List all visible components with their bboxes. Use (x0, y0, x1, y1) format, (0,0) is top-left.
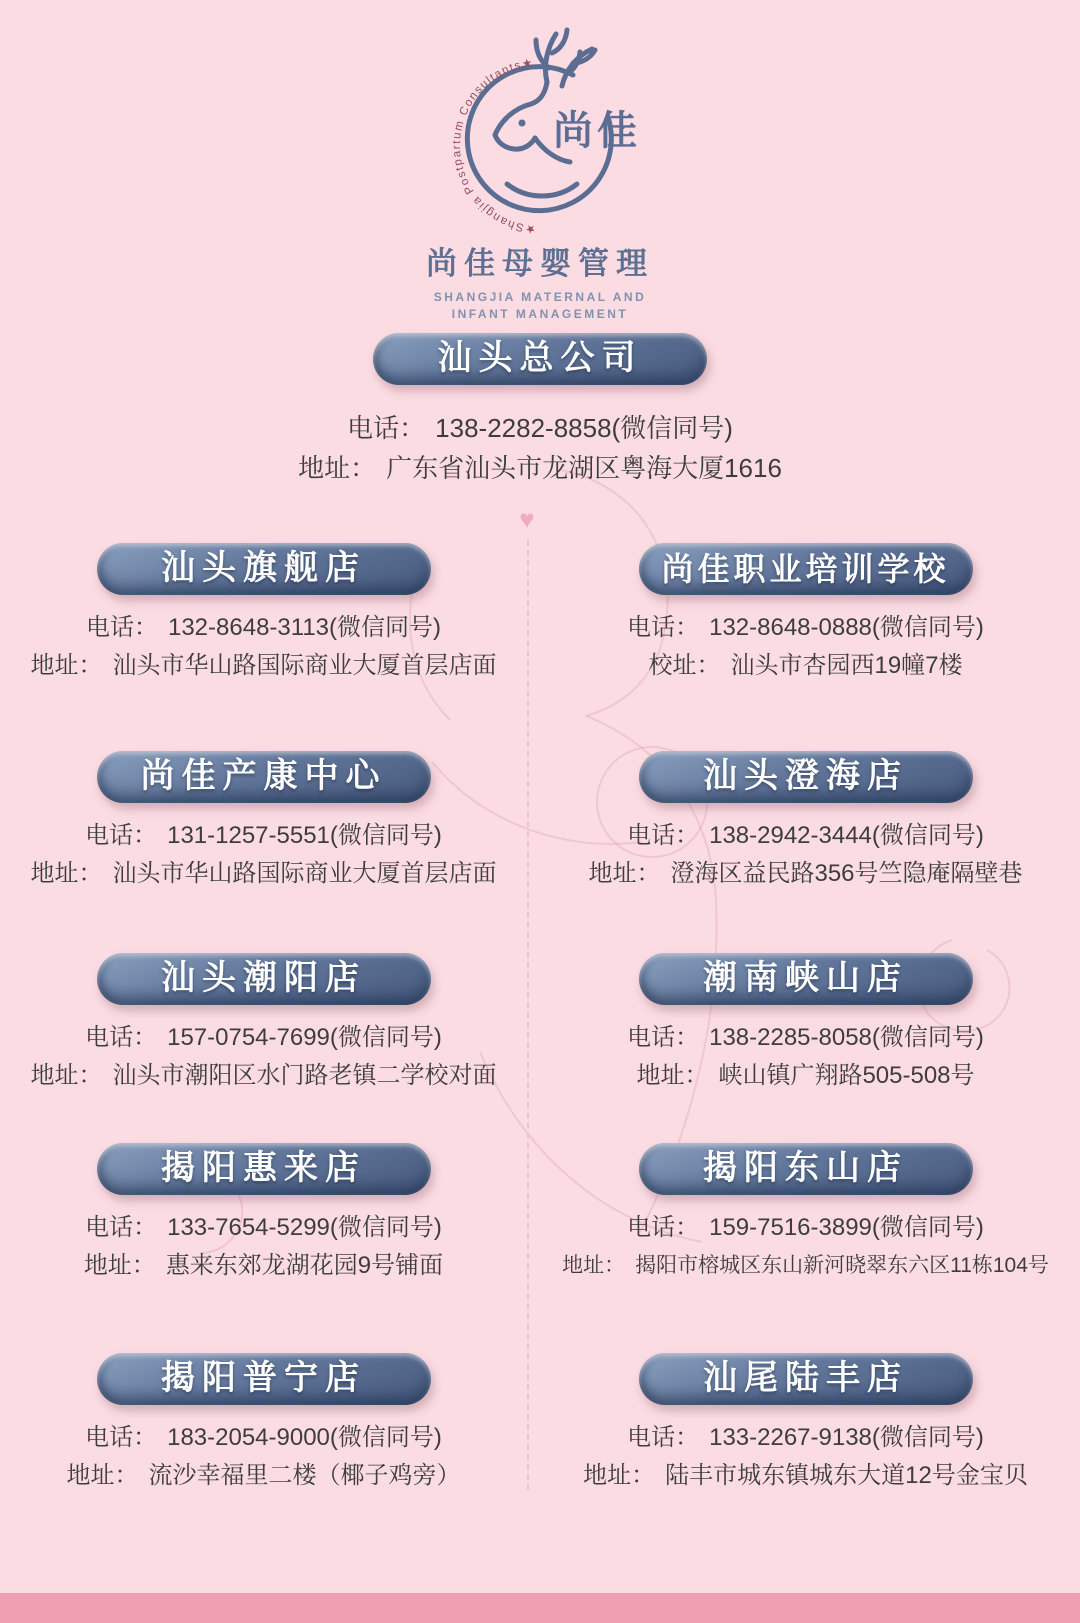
store-title-pill (639, 751, 973, 803)
store-address: 流沙幸福里二楼（椰子鸡旁） (148, 1462, 461, 1489)
store-phone-line (0, 1213, 527, 1243)
brand-header (0, 22, 1080, 323)
address-label: 地址： (66, 1462, 139, 1489)
head-office-title: 汕头总公司 (437, 340, 643, 377)
store-address-line (531, 1461, 1080, 1491)
store-address-line (531, 651, 1080, 681)
head-office-title-pill (373, 333, 707, 385)
phone-label: 电话： (627, 614, 700, 641)
store-title-pill (639, 1143, 973, 1195)
address-label: 地址： (30, 652, 103, 679)
phone-label: 电话： (85, 614, 158, 641)
store-phone-line (531, 1023, 1080, 1053)
store-phone-line (0, 1423, 527, 1453)
store-address-line (0, 1251, 527, 1281)
phone-label: 电话： (85, 1024, 158, 1051)
store-address-line (531, 859, 1080, 889)
store-phone: 183-2054-9000(微信同号) (167, 1424, 442, 1451)
store-block-puning (0, 1353, 527, 1491)
store-phone-line (0, 821, 527, 851)
store-phone-line (531, 1213, 1080, 1243)
store-title: 汕尾陆丰店 (703, 1360, 908, 1397)
store-phone: 138-2285-8058(微信同号) (709, 1024, 984, 1051)
store-phone-line (531, 1423, 1080, 1453)
store-address-line (0, 1061, 527, 1091)
store-address: 汕头市华山路国际商业大厦首层店面 (112, 652, 497, 679)
address-label: 校址： (648, 652, 721, 679)
brand-subtitle-line1: SHANGJIA MATERNAL AND (433, 290, 647, 304)
phone-label: 电话： (85, 1424, 158, 1451)
store-block-xiashan (531, 953, 1080, 1091)
store-address: 汕头市潮阳区水门路老镇二学校对面 (112, 1062, 497, 1089)
store-address: 揭阳市榕城区东山新河晓翠东六区11栋104号 (635, 1254, 1049, 1277)
store-title-pill (97, 751, 431, 803)
head-office-address: 广东省汕头市龙湖区粤海大厦1616 (386, 453, 782, 483)
store-title-pill (639, 543, 973, 595)
brand-subtitle-line2: INFANT MANAGEMENT (451, 307, 629, 321)
logo-badge-text: 尚佳 (553, 108, 641, 153)
store-phone: 132-8648-3113(微信同号) (167, 614, 441, 641)
store-block-chankang-center (0, 751, 527, 889)
brand-subtitle (0, 289, 1080, 323)
store-title-pill (97, 953, 431, 1005)
store-block-chaoyang (0, 953, 527, 1091)
store-phone-line (531, 613, 1080, 643)
store-title-pill (97, 543, 431, 595)
store-block-training-school (531, 543, 1080, 681)
store-block-lufeng (531, 1353, 1080, 1491)
address-label: 地址： (588, 860, 661, 887)
store-phone: 133-2267-9138(微信同号) (709, 1424, 984, 1451)
address-label: 地址： (30, 1062, 103, 1089)
store-address: 峡山镇广翔路505-508号 (718, 1062, 975, 1089)
store-phone: 157-0754-7699(微信同号) (167, 1024, 442, 1051)
store-title: 潮南峡山店 (703, 960, 908, 997)
store-phone-line (531, 821, 1080, 851)
store-title: 汕头澄海店 (703, 758, 908, 795)
phone-label: 电话： (85, 1214, 158, 1241)
store-phone: 159-7516-3899(微信同号) (709, 1214, 984, 1241)
store-title: 尚佳产康中心 (140, 758, 387, 795)
address-label: 地址： (562, 1254, 626, 1277)
store-title-pill (97, 1353, 431, 1405)
phone-label: 电话： (347, 413, 426, 443)
address-label: 地址： (583, 1462, 656, 1489)
column-divider (527, 540, 529, 1490)
head-office-address-line (0, 453, 1080, 483)
store-address-line (0, 651, 527, 681)
store-phone: 138-2942-3444(微信同号) (709, 822, 984, 849)
phone-label: 电话： (85, 822, 158, 849)
address-label: 地址： (636, 1062, 709, 1089)
store-address: 澄海区益民路356号竺隐庵隔壁巷 (670, 860, 1023, 887)
address-label: 地址： (30, 860, 103, 887)
store-phone-line (0, 1023, 527, 1053)
phone-label: 电话： (627, 822, 700, 849)
store-title-pill (97, 1143, 431, 1195)
store-address: 惠来东郊龙湖花园9号铺面 (165, 1252, 444, 1279)
phone-label: 电话： (627, 1214, 700, 1241)
store-block-huilai (0, 1143, 527, 1281)
store-address-line (531, 1061, 1080, 1091)
store-phone: 132-8648-0888(微信同号) (709, 614, 984, 641)
head-office-section (0, 333, 1080, 483)
store-block-dongshan (531, 1143, 1080, 1281)
logo-ring-text: ★Shangjia Postpartum Consultants★ (450, 57, 537, 234)
store-title-pill (639, 953, 973, 1005)
store-phone-line (0, 613, 527, 643)
phone-label: 电话： (627, 1024, 700, 1051)
store-title: 汕头潮阳店 (161, 960, 366, 997)
store-block-shantou-flagship (0, 543, 527, 681)
store-title: 揭阳普宁店 (161, 1360, 366, 1397)
brand-title: 尚佳母婴管理 (426, 246, 654, 281)
store-title-pill (639, 1353, 973, 1405)
store-title: 汕头旗舰店 (161, 550, 366, 587)
store-address: 陆丰市城东镇城东大道12号金宝贝 (665, 1462, 1028, 1489)
store-title: 揭阳惠来店 (161, 1150, 366, 1187)
address-label: 地址： (83, 1252, 156, 1279)
deer-logo-icon (425, 22, 655, 234)
heart-icon: ♥ (519, 504, 535, 534)
store-title: 尚佳职业培训学校 (661, 551, 950, 587)
store-address-line (531, 1251, 1080, 1281)
store-address: 汕头市杏园西19幢7楼 (730, 652, 963, 679)
store-address-line (0, 859, 527, 889)
store-title: 揭阳东山店 (703, 1150, 908, 1187)
store-block-chenghai (531, 751, 1080, 889)
phone-label: 电话： (627, 1424, 700, 1451)
address-label: 地址： (298, 453, 377, 483)
store-address: 汕头市华山路国际商业大厦首层店面 (112, 860, 497, 887)
store-phone: 131-1257-5551(微信同号) (167, 822, 442, 849)
head-office-phone: 138-2282-8858(微信同号) (435, 413, 733, 443)
head-office-phone-line (0, 413, 1080, 443)
store-address-line (0, 1461, 527, 1491)
store-phone: 133-7654-5299(微信同号) (167, 1214, 442, 1241)
bottom-accent-bar (0, 1593, 1080, 1623)
